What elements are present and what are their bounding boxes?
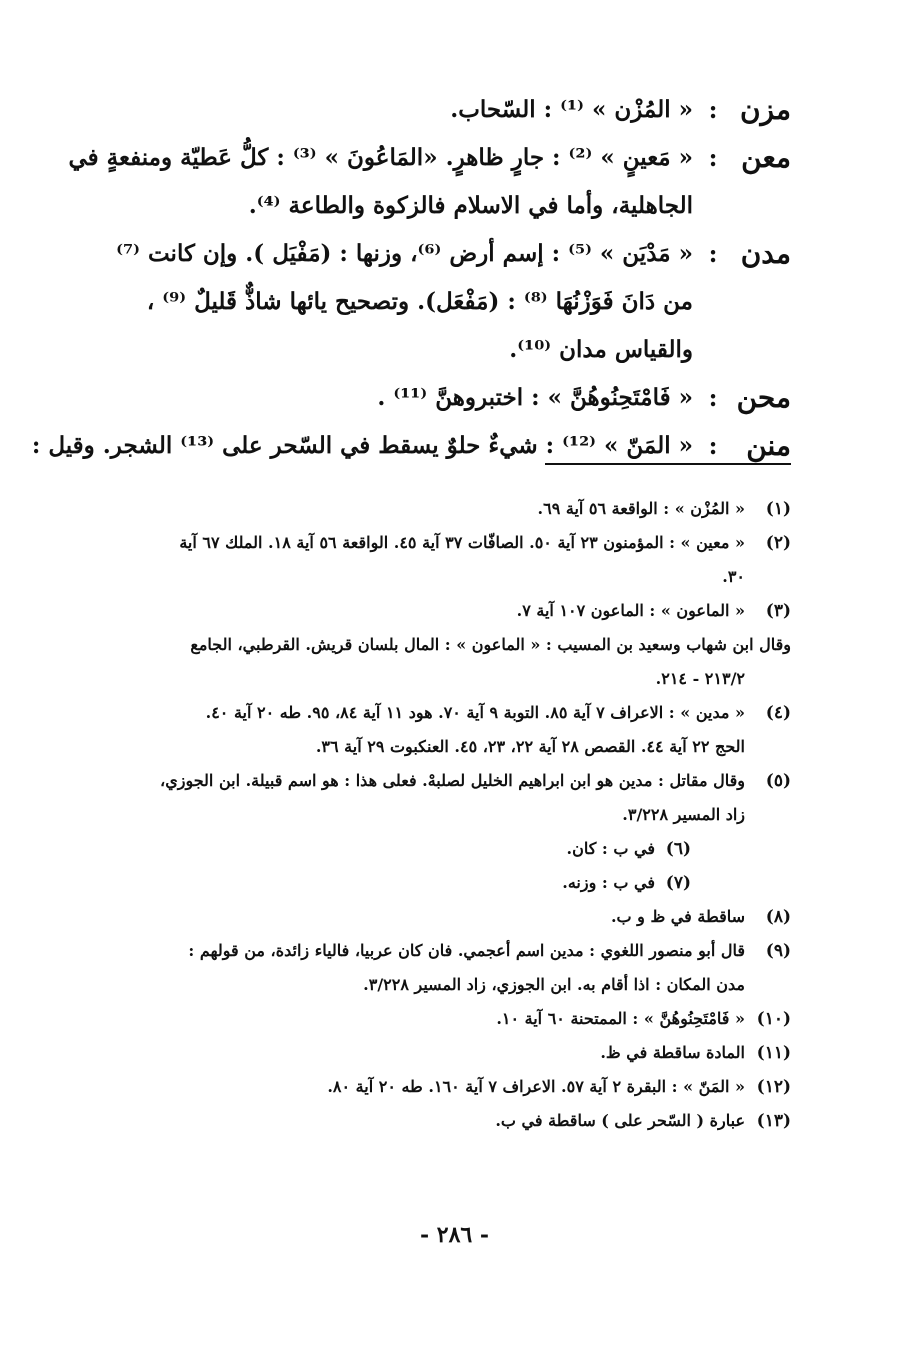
footnote-line: زاد المسير ٣/٢٢٨. (622, 805, 745, 824)
footnote-5 (111, 764, 791, 832)
footnote-line: في ب : كان. (566, 839, 655, 858)
footnotes (111, 492, 791, 1138)
entry-mcn (68, 134, 791, 230)
footnote-number: (١٣) (756, 1111, 791, 1131)
page-number: - ٢٨٦ - (419, 1222, 490, 1248)
footnote-number: (١١) (756, 1043, 791, 1063)
footnote-number: (١٢) (756, 1077, 791, 1097)
footnote-9 (111, 934, 791, 1002)
footnote-line: وقال ابن شهاب وسعيد بن المسيب : « الماعون » : المال بلسان قريش. القرطبي، الجامع (190, 635, 791, 654)
entry-mdn (91, 230, 791, 374)
footnote-number: (٥) (765, 771, 791, 791)
footnote-divider (545, 463, 791, 465)
footnote-line: « معين » : المؤمنون ٢٣ آية ٥٠. الصافّات ٣٧ آية ٤٥. الواقعة ٥٦ آية ١٨. الملك ٦٧ آية (179, 533, 745, 552)
footnote-text (111, 934, 745, 1002)
footnote-line: « المُزْن » : الواقعة ٥٦ آية ٦٩. (537, 499, 745, 518)
footnote-line: ٢١٣/٢ - ٢١٤. (655, 669, 745, 688)
footnote-text (111, 832, 655, 866)
footnote-number: (١) (765, 499, 791, 519)
footnote-text (111, 1070, 745, 1104)
footnote-line: « المَنّ » : البقرة ٢ آية ٥٧. الاعراف ٧ آية ١٦٠. طه ٢٠ آية ٨٠. (327, 1077, 745, 1096)
footnote-number: (٢) (765, 533, 791, 553)
footnote-line: المادة ساقطة في ظ. (600, 1043, 745, 1062)
footnote-number: (٣) (765, 601, 791, 621)
entry-mhn (91, 374, 791, 422)
entry-definition (68, 134, 693, 230)
footnote-line: في ب : وزنه. (562, 873, 655, 892)
entry-mzn (91, 86, 791, 134)
footnote-3-continuation (111, 628, 791, 696)
footnote-line: ٣٠. (722, 567, 745, 586)
footnote-10 (111, 1002, 791, 1036)
footnote-number: (٨) (765, 907, 791, 927)
footnote-line: الحج ٢٢ آية ٤٤. القصص ٢٨ آية ٢٢، ٢٣، ٤٥. العنكبوت ٢٩ آية ٣٦. (315, 737, 745, 756)
footnote-number: (٦) (665, 839, 691, 859)
footnote-line: « فَامْتَحِنُوهُنَّ » : الممتحنة ٦٠ آية ١٠. (496, 1009, 745, 1028)
entry-line: « المَنّ » ⁽¹²⁾ : شيءٌ حلوٌ يسقط في السّحر على ⁽¹³⁾ الشجر. وقيل : (31, 432, 693, 459)
entry-definition (91, 230, 693, 374)
footnote-text (111, 1002, 745, 1036)
footnote-text (111, 696, 745, 764)
footnote-11 (111, 1036, 791, 1070)
footnote-line: عبارة ( السّحر على ) ساقطة في ب. (495, 1111, 745, 1130)
entry-definition (91, 86, 693, 134)
footnote-number: (٧) (665, 873, 691, 893)
entry-separator: : (708, 239, 718, 268)
footnote-number: (٤) (765, 703, 791, 723)
entry-separator: : (708, 383, 718, 412)
entry-definition (91, 374, 693, 422)
entry-root: محن (736, 381, 791, 414)
dictionary-entries (31, 86, 791, 470)
entry-root: مدن (740, 237, 791, 270)
entry-line: « مَعينٍ » ⁽²⁾ : جارٍ ظاهرٍ. «المَاعُونَ » ⁽³⁾ : كلُّ عَطيّة ومنفعةٍ في (68, 144, 693, 171)
footnote-text (111, 866, 655, 900)
footnote-text (111, 764, 745, 832)
entry-line: والقياس مدان ⁽¹⁰⁾. (509, 336, 693, 363)
footnote-text (111, 900, 745, 934)
footnote-line: ساقطة في ظ و ب. (610, 907, 745, 926)
entry-line: « المُزْن » ⁽¹⁾ : السّحاب. (450, 96, 693, 123)
entry-line: « فَامْتَحِنُوهُنَّ » : اختبروهنَّ ⁽¹¹⁾ . (377, 384, 693, 411)
footnote-13 (111, 1104, 791, 1138)
entry-separator: : (708, 143, 718, 172)
entry-separator: : (708, 431, 718, 460)
footnote-text (111, 492, 745, 526)
footnote-line: « مدين » : الاعراف ٧ آية ٨٥. التوبة ٩ آية ٧٠. هود ١١ آية ٨٤، ٩٥. طه ٢٠ آية ٤٠. (205, 703, 745, 722)
footnote-1 (111, 492, 791, 526)
footnote-8 (111, 900, 791, 934)
entry-line: الجاهلية، وأما في الاسلام فالزكوة والطاعة ⁽⁴⁾. (248, 192, 693, 219)
footnote-line: وقال مقاتل : مدين هو ابن ابراهيم الخليل لصلبهْ. فعلى هذا : هو اسم قبيلة. ابن الجوزي، (160, 771, 745, 790)
footnote-6 (111, 832, 791, 866)
entry-root: معن (741, 141, 791, 174)
footnote-2 (111, 526, 791, 594)
footnote-line: مدن المكان : اذا أقام به. ابن الجوزي، زاد المسير ٣/٢٢٨. (363, 975, 745, 994)
entry-line: من دَانَ فَوَزْنُهَا ⁽⁸⁾ : (مَفْعَل). وتصحيح يائها شاذٌّ قَليلٌ ⁽⁹⁾ ، (146, 288, 693, 315)
footnote-line: « الماعون » : الماعون ١٠٧ آية ٧. (516, 601, 745, 620)
entry-separator: : (708, 95, 718, 124)
footnote-text (111, 1104, 745, 1138)
footnote-4 (111, 696, 791, 764)
footnote-text (111, 526, 745, 594)
entry-root: مزن (739, 93, 791, 126)
footnote-3 (111, 594, 791, 628)
footnote-number: (١٠) (756, 1009, 791, 1029)
entry-root: منن (746, 429, 791, 462)
footnote-text (111, 594, 745, 628)
entry-line: « مَدْيَن » ⁽⁵⁾ : إسم أرض ⁽⁶⁾، وزنها : (مَفْيَل ). وإن كانت ⁽⁷⁾ (116, 240, 693, 267)
footnote-number: (٩) (765, 941, 791, 961)
footnote-7 (111, 866, 791, 900)
footnote-12 (111, 1070, 791, 1104)
footnote-text (111, 1036, 745, 1070)
footnote-line: قال أبو منصور اللغوي : مدين اسم أعجمي. فان كان عربيا، فالياء زائدة، من قولهم : (188, 941, 745, 960)
